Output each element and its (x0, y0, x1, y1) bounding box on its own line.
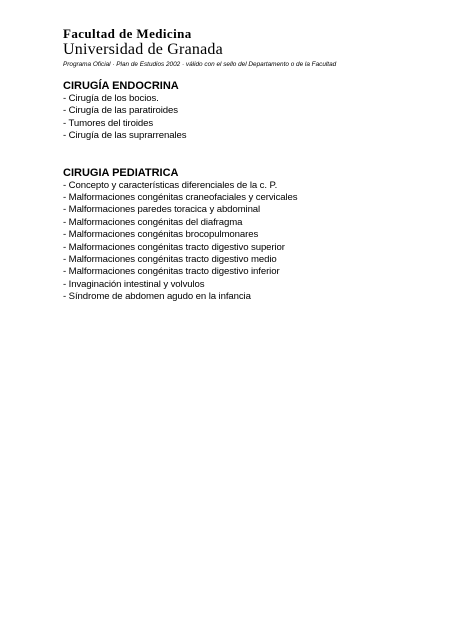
program-note: Programa Oficial · Plan de Estudios 2002 · válido con el sello del Departamento o de la Facultad (63, 61, 337, 68)
section-title: CIRUGÍA ENDOCRINA (63, 80, 179, 92)
list-item: - Malformaciones paredes toracica y abdominal (63, 204, 403, 216)
list-item: - Malformaciones congénitas del diafragma (63, 217, 403, 229)
list-item: - Tumores del tiroides (63, 118, 403, 130)
list-item: - Malformaciones congénitas tracto digestivo superior (63, 242, 403, 254)
list-item: - Síndrome de abdomen agudo en la infancia (63, 291, 403, 303)
topic-list (63, 180, 403, 304)
topic-list (63, 93, 403, 143)
list-item: - Concepto y características diferenciales de la c. P. (63, 180, 403, 192)
section-title: CIRUGIA PEDIATRICA (63, 166, 179, 179)
document-page (63, 26, 403, 304)
list-item: - Cirugía de las suprarrenales (63, 130, 403, 142)
list-item: - Cirugía de las paratiroides (63, 105, 403, 117)
list-item: - Malformaciones congénitas tracto digestivo inferior (63, 266, 403, 278)
document-header (63, 26, 403, 70)
university-name: Universidad de Granada (63, 41, 223, 58)
section-cirugia-endocrina (63, 80, 403, 143)
list-item: - Malformaciones congénitas craneofaciales y cervicales (63, 192, 403, 204)
list-item: - Malformaciones congénitas tracto digestivo medio (63, 254, 403, 266)
section-cirugia-pediatrica (63, 167, 403, 304)
list-item: - Cirugía de los bocios. (63, 93, 403, 105)
faculty-name: Facultad de Medicina (63, 26, 192, 41)
list-item: - Invaginación intestinal y volvulos (63, 279, 403, 291)
list-item: - Malformaciones congénitas brocopulmonares (63, 229, 403, 241)
